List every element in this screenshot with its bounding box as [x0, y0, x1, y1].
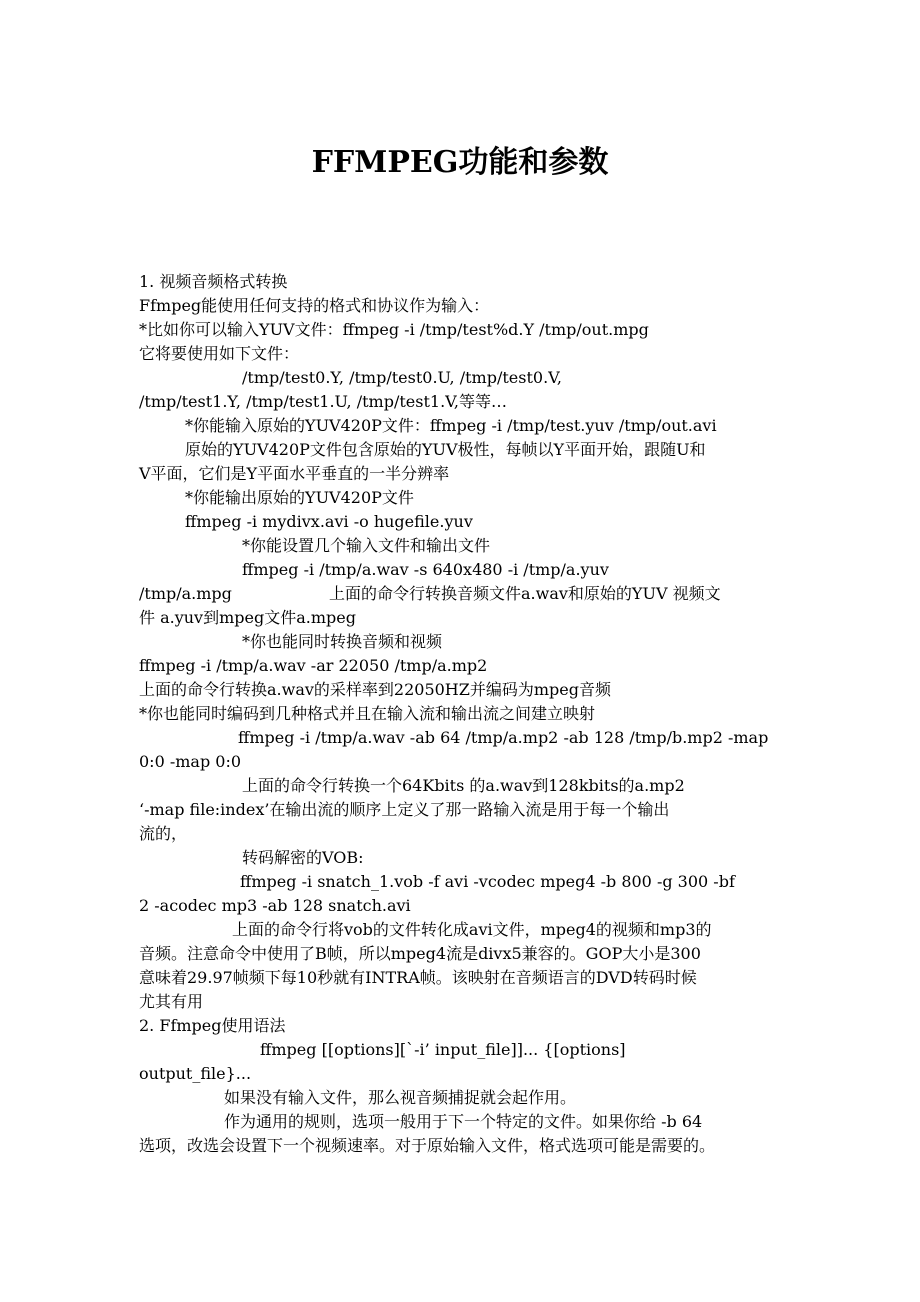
text-line: /tmp/test1.Y, /tmp/test1.U, /tmp/test1.V,等等…	[139, 392, 507, 411]
text-line: 音频。注意命令中使用了B帧，所以mpeg4流是divx5兼容的。GOP大小是300	[139, 944, 701, 963]
text-line: *比如你可以输入YUV文件：ffmpeg -i /tmp/test%d.Y /tmp/out.mpg	[139, 320, 649, 339]
text-line: 上面的命令行转换一个64Kbits 的a.wav到128kbits的a.mp2	[242, 776, 685, 795]
text-line: V平面，它们是Y平面水平垂直的一半分辨率	[139, 464, 450, 483]
code-line: ffmpeg -i snatch_1.vob -f avi -vcodec mpeg4 -b 800 -g 300 -bf	[240, 872, 735, 891]
code-line: 0:0 -map 0:0	[139, 752, 242, 771]
code-line: output_file}...	[139, 1064, 252, 1083]
code-line: ffmpeg -i /tmp/a.wav -ab 64 /tmp/a.mp2 -ab 128 /tmp/b.mp2 -map	[238, 728, 769, 747]
text-line: /tmp/test0.Y, /tmp/test0.U, /tmp/test0.V,	[242, 368, 562, 387]
text-line: 流的，	[139, 824, 188, 843]
text-line: *你也能同时编码到几种格式并且在输入流和输出流之间建立映射	[139, 704, 596, 723]
text-line: ‘-map file:index’在输出流的顺序上定义了那一路输入流是用于每一个输出	[139, 800, 670, 819]
code-line: ffmpeg -i /tmp/a.wav -ar 22050 /tmp/a.mp2	[139, 656, 488, 675]
text-line: 上面的命令行转换a.wav的采样率到22050HZ并编码为mpeg音频	[139, 680, 611, 699]
text-line: Ffmpeg能使用任何支持的格式和协议作为输入：	[139, 296, 490, 315]
text-line: 尤其有用	[139, 992, 204, 1011]
text-line: 意味着29.97帧频下每10秒就有INTRA帧。该映射在音频语言的DVD转码时候	[139, 968, 697, 987]
text-line: 选项，改选会设置下一个视频速率。对于原始输入文件，格式选项可能是需要的。	[139, 1136, 716, 1155]
code-line: ffmpeg [[options][`-i’ input_file]]... {[options]	[260, 1040, 626, 1059]
text-line: 件 a.yuv到mpeg文件a.mpeg	[139, 608, 356, 627]
text-line: 原始的YUV420P文件包含原始的YUV极性，每帧以Y平面开始，跟随U和	[185, 440, 706, 459]
document-title: FFMPEG功能和参数	[311, 145, 609, 180]
text-line: 它将要使用如下文件：	[139, 344, 300, 363]
text-line: *你能设置几个输入文件和输出文件	[242, 536, 491, 555]
code-line: ffmpeg -i /tmp/a.wav -s 640x480 -i /tmp/a.yuv	[242, 560, 609, 579]
text-line: 上面的命令行转换音频文件a.wav和原始的YUV 视频文	[329, 584, 721, 603]
text-line: *你能输出原始的YUV420P文件	[185, 488, 414, 507]
text-line: 作为通用的规则，选项一般用于下一个特定的文件。如果你给 -b 64	[224, 1112, 703, 1131]
code-line: ffmpeg -i mydivx.avi -o hugefile.yuv	[185, 512, 473, 531]
section-heading-2: 2. Ffmpeg使用语法	[139, 1016, 286, 1035]
code-line: 2 -acodec mp3 -ab 128 snatch.avi	[139, 896, 411, 915]
text-line: 转码解密的VOB:	[242, 848, 364, 867]
text-line: 上面的命令行将vob的文件转化成avi文件，mpeg4的视频和mp3的	[232, 920, 712, 939]
text-line: *你能输入原始的YUV420P文件：ffmpeg -i /tmp/test.yuv /tmp/out.avi	[185, 416, 717, 435]
text-line: 如果没有输入文件，那么视音频捕捉就会起作用。	[224, 1088, 577, 1107]
text-line: *你也能同时转换音频和视频	[242, 632, 443, 651]
section-heading-1: 1. 视频音频格式转换	[139, 272, 288, 291]
code-line: /tmp/a.mpg	[139, 584, 232, 603]
